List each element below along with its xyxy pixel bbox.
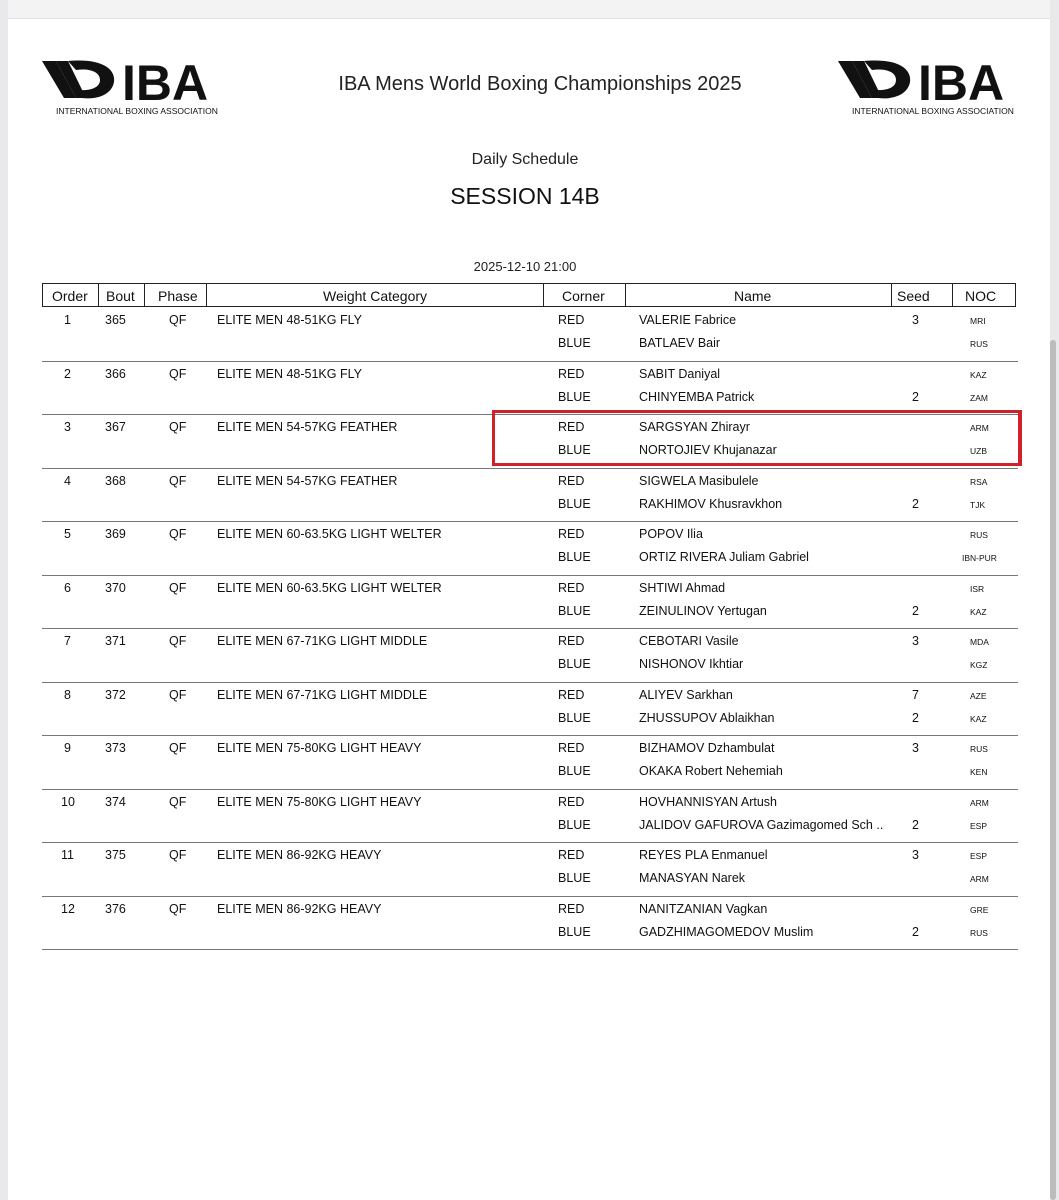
col-divider bbox=[543, 284, 544, 306]
red-name: ALIYEV Sarkhan bbox=[639, 687, 733, 702]
bout-row bbox=[42, 522, 1018, 576]
red-name: REYES PLA Enmanuel bbox=[639, 848, 768, 862]
phase-cell: QF bbox=[169, 313, 187, 327]
red-corner: RED bbox=[558, 527, 585, 541]
col-divider bbox=[98, 284, 99, 306]
col-noc: NOC bbox=[965, 288, 997, 304]
red-noc: RUS bbox=[970, 530, 988, 540]
blue-seed: 2 bbox=[912, 710, 919, 725]
bout-cell: 376 bbox=[105, 901, 126, 916]
iba-emblem-icon bbox=[42, 58, 226, 104]
bout-cell: 367 bbox=[105, 420, 126, 434]
blue-corner: BLUE bbox=[558, 657, 591, 671]
blue-name: ZEINULINOV Yertugan bbox=[639, 603, 767, 618]
bout-cell: 373 bbox=[105, 741, 126, 755]
weight-cell: ELITE MEN 54-57KG FEATHER bbox=[217, 473, 398, 488]
blue-seed: 2 bbox=[912, 603, 919, 618]
blue-noc: KAZ bbox=[970, 713, 987, 724]
red-noc: AZE bbox=[970, 690, 987, 701]
red-name: SIGWELA Masibulele bbox=[639, 473, 759, 488]
blue-name: ZHUSSUPOV Ablaikhan bbox=[639, 710, 775, 725]
order-cell: 10 bbox=[61, 794, 75, 809]
phase-cell: QF bbox=[169, 366, 187, 381]
phase-cell: QF bbox=[169, 527, 187, 541]
blue-noc: TJK bbox=[970, 499, 986, 510]
blue-corner: BLUE bbox=[558, 443, 591, 457]
red-corner: RED bbox=[558, 580, 585, 595]
red-noc: ARM bbox=[970, 797, 989, 808]
red-seed: 3 bbox=[912, 634, 919, 648]
bout-row bbox=[42, 843, 1018, 897]
phase-cell: QF bbox=[169, 794, 187, 809]
red-noc: ISR bbox=[970, 583, 985, 594]
red-seed: 7 bbox=[912, 687, 919, 702]
bout-cell: 375 bbox=[105, 848, 126, 862]
page-title: IBA Mens World Boxing Championships 2025 bbox=[338, 73, 742, 95]
phase-cell: QF bbox=[169, 741, 187, 755]
col-corner: Corner bbox=[562, 288, 605, 304]
blue-noc: ZAM bbox=[970, 392, 988, 403]
blue-name: NISHONOV Ikhtiar bbox=[639, 657, 744, 671]
weight-cell: ELITE MEN 67-71KG LIGHT MIDDLE bbox=[217, 687, 428, 702]
bout-list bbox=[42, 308, 1018, 950]
blue-seed: 2 bbox=[912, 496, 919, 511]
blue-corner: BLUE bbox=[558, 764, 591, 778]
iba-emblem-icon bbox=[838, 58, 1022, 104]
blue-name: BATLAEV Bair bbox=[639, 336, 721, 350]
red-noc: ESP bbox=[970, 851, 988, 861]
bout-row bbox=[42, 683, 1018, 737]
phase-cell: QF bbox=[169, 634, 187, 648]
red-seed: 3 bbox=[912, 848, 919, 862]
blue-noc: UZB bbox=[970, 446, 987, 456]
logo-tagline: INTERNATIONAL BOXING ASSOCIATION bbox=[56, 106, 218, 116]
red-corner: RED bbox=[558, 794, 585, 809]
blue-corner: BLUE bbox=[558, 871, 591, 885]
blue-corner: BLUE bbox=[558, 603, 591, 618]
phase-cell: QF bbox=[169, 901, 187, 916]
red-noc: KAZ bbox=[970, 369, 987, 380]
bout-cell: 366 bbox=[105, 366, 126, 381]
bout-row bbox=[42, 790, 1018, 844]
red-noc: ARM bbox=[970, 423, 989, 433]
blue-seed: 2 bbox=[912, 924, 919, 939]
blue-corner: BLUE bbox=[558, 389, 591, 404]
order-cell: 1 bbox=[64, 313, 71, 327]
col-divider bbox=[891, 284, 892, 306]
red-name: POPOV Ilia bbox=[639, 527, 703, 541]
blue-name: NORTOJIEV Khujanazar bbox=[639, 443, 777, 457]
red-noc: RSA bbox=[970, 476, 988, 487]
red-noc: MRI bbox=[970, 316, 986, 326]
blue-corner: BLUE bbox=[558, 336, 591, 350]
blue-seed: 2 bbox=[912, 817, 919, 832]
red-corner: RED bbox=[558, 901, 585, 916]
col-divider bbox=[206, 284, 207, 306]
top-band bbox=[8, 0, 1050, 19]
phase-cell: QF bbox=[169, 580, 187, 595]
blue-corner: BLUE bbox=[558, 817, 591, 832]
red-seed: 3 bbox=[912, 313, 919, 327]
blue-name: ORTIZ RIVERA Juliam Gabriel bbox=[639, 550, 809, 564]
order-cell: 12 bbox=[61, 901, 75, 916]
bout-cell: 370 bbox=[105, 580, 126, 595]
col-divider bbox=[625, 284, 626, 306]
bout-row bbox=[42, 897, 1018, 951]
blue-name: MANASYAN Narek bbox=[639, 871, 746, 885]
blue-noc: ESP bbox=[970, 820, 988, 831]
order-cell: 3 bbox=[64, 420, 71, 434]
bout-row bbox=[42, 308, 1018, 362]
order-cell: 2 bbox=[64, 366, 71, 381]
bout-cell: 369 bbox=[105, 527, 126, 541]
red-name: NANITZANIAN Vagkan bbox=[639, 901, 768, 916]
logo-wordmark: IBA bbox=[918, 58, 1005, 104]
red-corner: RED bbox=[558, 473, 585, 488]
bout-row bbox=[42, 629, 1018, 683]
red-name: VALERIE Fabrice bbox=[639, 313, 737, 327]
weight-cell: ELITE MEN 75-80KG LIGHT HEAVY bbox=[217, 741, 422, 755]
blue-corner: BLUE bbox=[558, 550, 591, 564]
col-order: Order bbox=[52, 288, 88, 304]
col-seed: Seed bbox=[897, 288, 930, 304]
bout-cell: 368 bbox=[105, 473, 126, 488]
blue-name: JALIDOV GAFUROVA Gazimagomed Sch .. bbox=[639, 817, 884, 832]
col-phase: Phase bbox=[158, 288, 198, 304]
red-name: HOVHANNISYAN Artush bbox=[639, 794, 778, 809]
session-heading: SESSION 14B bbox=[450, 183, 600, 209]
col-name: Name bbox=[734, 288, 772, 304]
weight-cell: ELITE MEN 60-63.5KG LIGHT WELTER bbox=[217, 527, 442, 541]
order-cell: 11 bbox=[61, 848, 74, 862]
red-name: SHTIWI Ahmad bbox=[639, 580, 726, 595]
blue-name: CHINYEMBA Patrick bbox=[639, 389, 755, 404]
blue-corner: BLUE bbox=[558, 924, 591, 939]
col-weight-category: Weight Category bbox=[323, 288, 428, 304]
order-cell: 8 bbox=[64, 687, 71, 702]
iba-logo-left bbox=[42, 58, 226, 116]
logo-wordmark: IBA bbox=[122, 58, 209, 104]
phase-cell: QF bbox=[169, 848, 187, 862]
table-header bbox=[42, 283, 1016, 307]
order-cell: 6 bbox=[64, 580, 71, 595]
blue-corner: BLUE bbox=[558, 496, 591, 511]
col-bout: Bout bbox=[106, 288, 135, 304]
scrollbar[interactable] bbox=[1050, 340, 1056, 1200]
red-corner: RED bbox=[558, 741, 585, 755]
blue-noc: RUS bbox=[970, 927, 988, 938]
blue-name: RAKHIMOV Khusravkhon bbox=[639, 496, 783, 511]
session-datetime: 2025-12-10 21:00 bbox=[473, 259, 577, 274]
red-corner: RED bbox=[558, 313, 585, 327]
red-corner: RED bbox=[558, 366, 585, 381]
red-name: SARGSYAN Zhirayr bbox=[639, 420, 750, 434]
col-divider bbox=[144, 284, 145, 306]
bout-cell: 365 bbox=[105, 313, 126, 327]
weight-cell: ELITE MEN 67-71KG LIGHT MIDDLE bbox=[217, 634, 428, 648]
bout-row bbox=[42, 469, 1018, 523]
red-noc: RUS bbox=[970, 744, 988, 754]
red-corner: RED bbox=[558, 634, 585, 648]
highlight-box bbox=[492, 410, 1022, 466]
order-cell: 7 bbox=[64, 634, 71, 648]
blue-noc: IBN-PUR bbox=[962, 553, 997, 563]
weight-cell: ELITE MEN 54-57KG FEATHER bbox=[217, 420, 398, 434]
weight-cell: ELITE MEN 60-63.5KG LIGHT WELTER bbox=[217, 580, 442, 595]
red-seed: 3 bbox=[912, 741, 919, 755]
bout-cell: 372 bbox=[105, 687, 126, 702]
blue-seed: 2 bbox=[912, 389, 919, 404]
order-cell: 9 bbox=[64, 741, 71, 755]
weight-cell: ELITE MEN 75-80KG LIGHT HEAVY bbox=[217, 794, 422, 809]
blue-noc: RUS bbox=[970, 339, 988, 349]
weight-cell: ELITE MEN 86-92KG HEAVY bbox=[217, 848, 382, 862]
blue-name: OKAKA Robert Nehemiah bbox=[639, 764, 783, 778]
iba-logo-right bbox=[838, 58, 1022, 116]
phase-cell: QF bbox=[169, 420, 187, 434]
red-corner: RED bbox=[558, 420, 585, 434]
phase-cell: QF bbox=[169, 473, 187, 488]
schedule-subtitle: Daily Schedule bbox=[471, 151, 579, 168]
bout-cell: 371 bbox=[105, 634, 126, 648]
order-cell: 5 bbox=[64, 527, 71, 541]
col-divider bbox=[952, 284, 953, 306]
phase-cell: QF bbox=[169, 687, 187, 702]
logo-tagline: INTERNATIONAL BOXING ASSOCIATION bbox=[852, 106, 1014, 116]
red-corner: RED bbox=[558, 687, 585, 702]
weight-cell: ELITE MEN 48-51KG FLY bbox=[217, 366, 362, 381]
red-corner: RED bbox=[558, 848, 585, 862]
bout-row bbox=[42, 736, 1018, 790]
blue-noc: KGZ bbox=[970, 660, 988, 670]
red-name: SABIT Daniyal bbox=[639, 366, 721, 381]
blue-noc: ARM bbox=[970, 874, 989, 884]
blue-name: GADZHIMAGOMEDOV Muslim bbox=[639, 924, 814, 939]
blue-corner: BLUE bbox=[558, 710, 591, 725]
bout-row bbox=[42, 576, 1018, 630]
red-name: CEBOTARI Vasile bbox=[639, 634, 739, 648]
weight-cell: ELITE MEN 86-92KG HEAVY bbox=[217, 901, 382, 916]
red-name: BIZHAMOV Dzhambulat bbox=[639, 741, 775, 755]
blue-noc: KAZ bbox=[970, 606, 987, 617]
blue-noc: KEN bbox=[970, 767, 988, 777]
red-noc: GRE bbox=[970, 904, 989, 915]
weight-cell: ELITE MEN 48-51KG FLY bbox=[217, 313, 362, 327]
bout-cell: 374 bbox=[105, 794, 126, 809]
bout-row bbox=[42, 362, 1018, 416]
order-cell: 4 bbox=[64, 473, 71, 488]
red-noc: MDA bbox=[970, 637, 989, 647]
